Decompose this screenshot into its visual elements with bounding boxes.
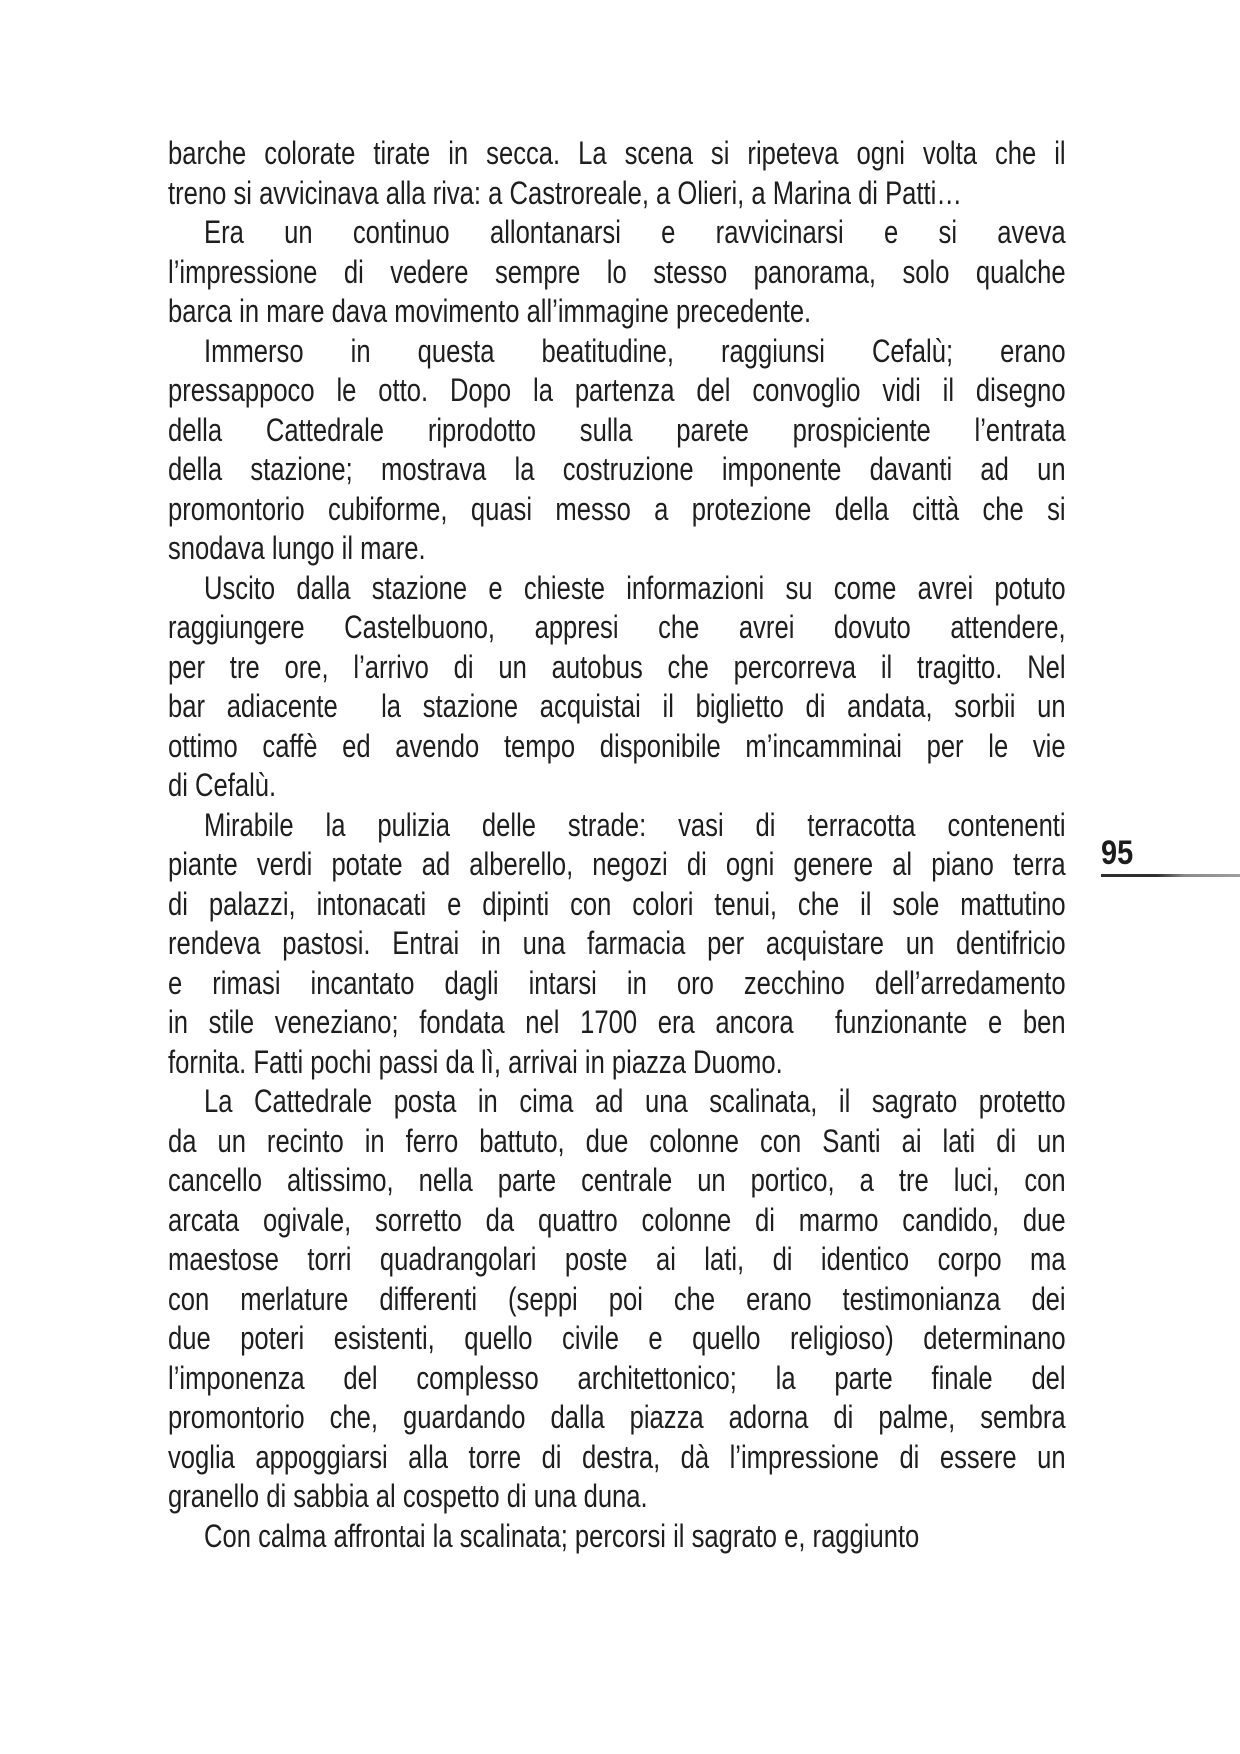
text-line: di palazzi, intonacati e dipinti con colori tenui, che il sole mattutino — [168, 885, 1066, 922]
text-line: pressappoco le otto. Dopo la partenza del convoglio vidi il disegno — [168, 372, 1066, 408]
text-line: Immerso in questa beatitudine, raggiunsi Cefalù; erano — [204, 332, 1066, 369]
text-line: fornita. Fatti pochi passi da lì, arrivai in piazza Duomo. — [168, 1043, 783, 1080]
text-line: Era un continuo allontanarsi e ravvicinarsi e si aveva — [204, 214, 1066, 250]
paragraph — [168, 1082, 1066, 1517]
text-line: maestose torri quadrangolari poste ai lati, di identico corpo ma — [168, 1241, 1066, 1277]
text-line: promontorio che, guardando dalla piazza adorna di palme, sembra — [168, 1399, 1066, 1435]
text-line: voglia appoggiarsi alla torre di destra, dà l’impressione di essere un — [168, 1438, 1066, 1475]
page-number: 95 — [1101, 834, 1134, 872]
text-line: da un recinto in ferro battuto, due colonne con Santi ai lati di un — [168, 1122, 1066, 1159]
paragraph — [168, 806, 1066, 1083]
paragraph — [168, 213, 1066, 332]
text-line: due poteri esistenti, quello civile e quello religioso) determinano — [168, 1320, 1066, 1356]
text-line: snodava lungo il mare. — [168, 530, 426, 566]
text-line: arcata ogivale, sorretto da quattro colonne di marmo candido, due — [168, 1201, 1066, 1238]
text-line: Uscito dalla stazione e chieste informazioni su come avrei potuto — [204, 569, 1066, 606]
text-line: promontorio cubiforme, quasi messo a protezione della città che si — [168, 490, 1066, 527]
text-line: rendeva pastosi. Entrai in una farmacia per acquistare un dentifricio — [168, 925, 1066, 961]
text-line: raggiungere Castelbuono, appresi che avrei dovuto attendere, — [168, 609, 1066, 645]
text-line: granello di sabbia al cospetto di una duna. — [168, 1478, 648, 1514]
paragraph — [168, 569, 1066, 806]
text-line: barca in mare dava movimento all’immagine precedente. — [168, 293, 812, 329]
text-line: Mirabile la pulizia delle strade: vasi di terracotta contenenti — [204, 806, 1066, 843]
paragraph — [168, 332, 1066, 569]
paragraph — [168, 134, 1066, 213]
text-line: per tre ore, l’arrivo di un autobus che percorreva il tragitto. Nel — [168, 648, 1066, 685]
text-line: con merlature differenti (seppi poi che erano testimonianza dei — [168, 1280, 1066, 1317]
text-line: di Cefalù. — [168, 767, 277, 803]
text-line: della Cattedrale riprodotto sulla parete prospiciente l’entrata — [168, 411, 1066, 448]
page-number-block — [1101, 836, 1240, 877]
text-line: cancello altissimo, nella parte centrale un portico, a tre luci, con — [168, 1162, 1066, 1198]
text-line: l’impressione di vedere sempre lo stesso panorama, solo qualche — [168, 253, 1066, 290]
text-line: e rimasi incantato dagli intarsi in oro zecchino dell’arredamento — [168, 964, 1066, 1001]
text-line: l’imponenza del complesso architettonico; la parte finale del — [168, 1359, 1066, 1396]
text-line: La Cattedrale posta in cima ad una scalinata, il sagrato protetto — [204, 1083, 1066, 1119]
text-line: treno si avvicinava alla riva: a Castroreale, a Olieri, a Marina di Patti… — [168, 174, 962, 211]
text-line: bar adiacente la stazione acquistai il biglietto di andata, sorbii un — [168, 688, 1066, 724]
text-line: ottimo caffè ed avendo tempo disponibile m’incamminai per le vie — [168, 727, 1066, 764]
text-line: della stazione; mostrava la costruzione imponente davanti ad un — [168, 451, 1066, 487]
text-line: piante verdi potate ad alberello, negozi di ogni genere al piano terra — [168, 846, 1066, 882]
text-line: Con calma affrontai la scalinata; percorsi il sagrato e, raggiunto — [204, 1517, 920, 1554]
text-line: in stile veneziano; fondata nel 1700 era ancora funzionante e ben — [168, 1004, 1066, 1040]
text-line: barche colorate tirate in secca. La scena si ripeteva ogni volta che il — [168, 135, 1066, 171]
paragraph — [168, 1517, 1066, 1557]
text-block — [168, 134, 1066, 1556]
page-number-rule — [1101, 874, 1240, 877]
